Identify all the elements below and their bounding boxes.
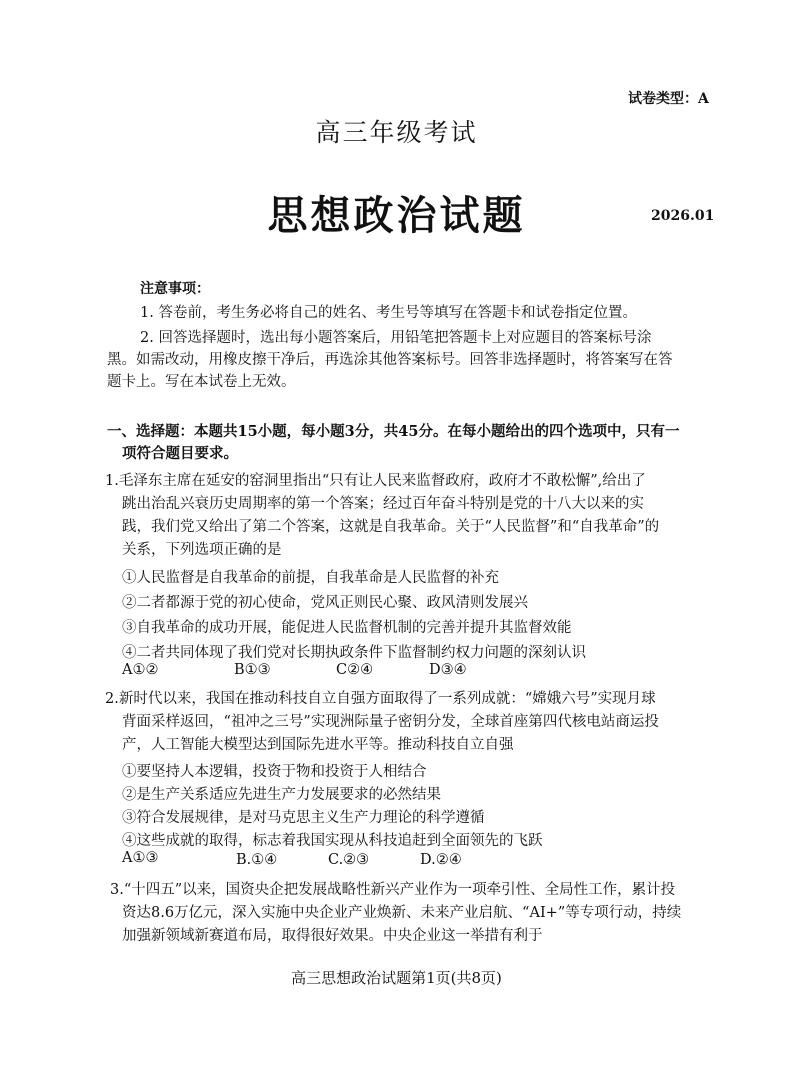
exam-date: 2026.01 (651, 208, 715, 224)
subject-title: 思想政治试题 (267, 192, 526, 239)
paper-type-label: 试卷类型：A (628, 91, 709, 107)
question-1-stem-line: 跳出治乱兴衰历史周期率的第一个答案；经过百年奋斗特别是党的十八大以来的实 (122, 496, 644, 512)
notes-item-1: 1. 答卷前，考生务必将自己的姓名、考生号等填写在答题卡和试卷指定位置。 (140, 305, 637, 321)
question-1-option: ④二者共同体现了我们党对长期执政条件下监督制约权力问题的深刻认识 (122, 645, 586, 661)
question-1-answer-b: B①③ (234, 662, 271, 678)
question-2-option: ④这些成就的取得，标志着我国实现从科技追赶到全面领先的飞跃 (122, 833, 543, 849)
question-1-stem-line: 践，我们党又给出了第二个答案，这就是自我革命。关于“人民监督”和“自我革命”的 (122, 519, 660, 535)
question-3-stem-line: 加强新领域新赛道布局，取得很好效果。中央企业这一举措有利于 (122, 928, 543, 944)
question-2-answer-b: B.①④ (236, 852, 278, 868)
question-2-stem-line: 2.新时代以来，我国在推动科技自立自强方面取得了一系列成就：“嫦娥六号”实现月球 (105, 691, 656, 707)
question-2-answer-c: C.②③ (328, 852, 370, 868)
question-1-answer-d: D③④ (429, 662, 467, 678)
question-3-stem-line: 3.“十四五”以来，国资央企把发展战略性新兴产业作为一项牵引性、全局性工作，累计投 (110, 882, 676, 898)
question-1-stem-line: 关系，下列选项正确的是 (122, 542, 282, 558)
question-2-answer-a: A①③ (122, 850, 159, 866)
notes-item-2-line-1: 2. 回答选择题时，选出每小题答案后，用铅笔把答题卡上对应题目的答案标号涂 (140, 330, 652, 346)
question-1-answer-c: C②④ (336, 662, 374, 678)
question-2-stem-line: 产，人工智能大模型达到国际先进水平等。推动科技自立自强 (122, 737, 514, 753)
question-2-answer-d: D.②④ (420, 852, 462, 868)
question-2-option: ③符合发展规律，是对马克思主义生产力理论的科学遵循 (122, 810, 485, 826)
notes-item-2-line-3: 题卡上。写在本试卷上无效。 (107, 374, 296, 390)
question-2-stem-line: 背面采样返回，“祖冲之三号”实现洲际量子密钥分发，全球首座第四代核电站商运投 (122, 714, 659, 730)
question-1-option: ①人民监督是自我革命的前提，自我革命是人民监督的补充 (122, 570, 499, 586)
question-2-option: ②是生产关系适应先进生产力发展要求的必然结果 (122, 787, 441, 803)
notes-item-2-line-2: 黑。如需改动，用橡皮擦干净后，再选涂其他答案标号。回答非选择题时，将答案写在答 (107, 352, 673, 368)
question-2-option: ①要坚持人本逻辑，投资于物和投资于人相结合 (122, 764, 427, 780)
question-1-stem-line: 1.毛泽东主席在延安的窑洞里指出“只有让人民来监督政府，政府才不敢松懈”,给出了 (105, 473, 646, 489)
exam-title: 高三年级考试 (315, 118, 478, 147)
question-3-stem-line: 资达8.6万亿元，深入实施中央企业产业焕新、未来产业启航、“AI+”等专项行动，持续 (122, 905, 682, 921)
question-1-option: ②二者都源于党的初心使命，党风正则民心聚、政风清则发展兴 (122, 595, 528, 611)
page-footer: 高三思想政治试题第1页(共8页) (291, 969, 502, 987)
question-1-answer-a: A①② (122, 662, 159, 678)
question-1-option: ③自我革命的成功开展，能促进人民监督机制的完善并提升其监督效能 (122, 620, 572, 636)
section-heading-line-1: 一、选择题：本题共15小题，每小题3分，共45分。在每小题给出的四个选项中，只有一 (107, 423, 680, 440)
notes-heading: 注意事项： (140, 281, 210, 297)
section-heading-line-2: 项符合题目要求。 (122, 445, 238, 462)
